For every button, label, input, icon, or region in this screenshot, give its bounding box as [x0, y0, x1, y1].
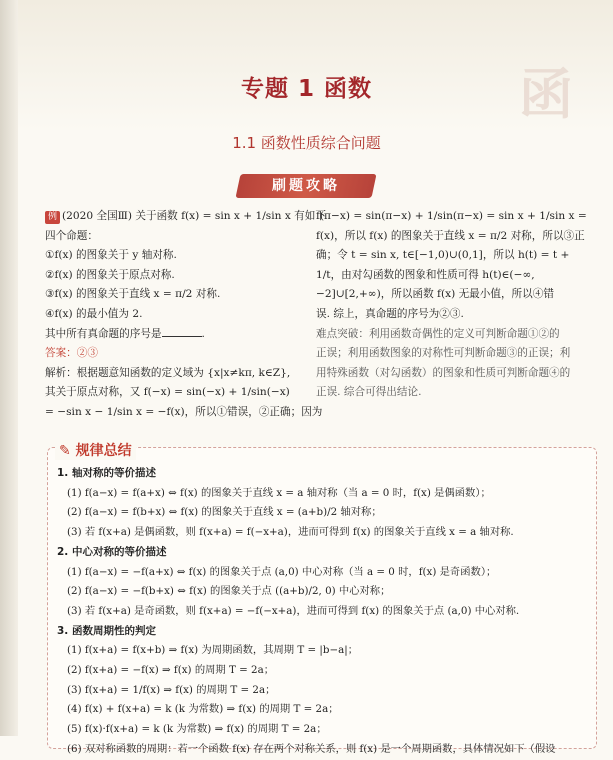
example-line: ②f(x) 的图象关于原点对称. — [45, 268, 175, 281]
pen-icon: ✎ — [59, 443, 71, 459]
chapter-title: 专题 1 函数 — [240, 76, 373, 102]
solution-line: −2]∪[2,+∞)，所以函数 f(x) 无最小值，所以④错 — [316, 288, 554, 301]
rule-item: (3) 若 f(x+a) 是偶函数，则 f(x+a) = f(−x+a)，进而可得到 f(x) 的图象关于直线 x = a 轴对称. — [67, 526, 514, 539]
rule-item: (2) f(a−x) = −f(b+x) ⇔ f(x) 的图象关于点 ((a+b)/2, 0) 中心对称； — [67, 585, 391, 598]
section-title: 1.1 函数性质综合问题 — [232, 134, 381, 152]
page-binding-edge — [0, 0, 18, 736]
example-left-column — [45, 207, 326, 423]
solution-line: = −sin x − 1/sin x = −f(x)，所以①错误，②正确；因为 — [45, 405, 323, 418]
rule-item: (3) f(x+a) = 1/f(x) ⇒ f(x) 的周期 T = 2a； — [67, 683, 276, 696]
solution-line: f(π−x) = sin(π−x) + 1/sin(π−x) = sin x + 1/sin x = — [316, 210, 587, 222]
example-line: 四个命题： — [45, 229, 98, 242]
rules-list — [57, 464, 587, 760]
example-line: ③f(x) 的图象关于直线 x = π/2 对称. — [45, 288, 221, 301]
difficulty-note: 正误. 综合可得出结论. — [316, 386, 422, 399]
solution-line: f(x)，所以 f(x) 的图象关于直线 x = π/2 对称，所以③正 — [316, 229, 585, 242]
solution-line: 1/t，由对勾函数的图象和性质可得 h(t)∈(−∞, — [316, 268, 535, 281]
difficulty-note: 用特殊函数（对勾函数）的图象和性质可判断命题④的 — [316, 366, 571, 379]
answer-line: 答案：②③ — [45, 347, 98, 360]
solution-line: 误. 综上，真命题的序号为②③. — [316, 307, 464, 320]
example-tag: 例 — [45, 211, 60, 224]
example-line: ④f(x) 的最小值为 2. — [45, 307, 143, 320]
example-line: 例 (2020 全国Ⅲ) 关于函数 f(x) = sin x + 1/sin x 有如下 — [45, 207, 307, 227]
rule-heading: 2. 中心对称的等价描述 — [57, 545, 167, 558]
rule-item: (2) f(a−x) = f(b+x) ⇔ f(x) 的图象关于直线 x = (a+b)/2 轴对称； — [67, 506, 382, 519]
banner-label: 刷题攻略 — [272, 178, 340, 194]
rules-summary-title: ✎ 规律总结 — [55, 440, 136, 460]
rule-heading: 3. 函数周期性的判定 — [57, 624, 156, 637]
difficulty-note: 正误；利用函数图象的对称性可判断命题③的正误；利 — [316, 347, 571, 360]
rule-item: (1) f(a−x) = −f(a+x) ⇔ f(x) 的图象关于点 (a,0) 中心对称（当 a = 0 时，f(x) 是奇函数）； — [67, 565, 497, 578]
rule-item: (1) f(x+a) = f(x+b) ⇒ f(x) 为周期函数，其周期 T = |b−a|； — [67, 644, 359, 657]
rule-item: (6) 双对称函数的周期：若一个函数 f(x) 存在两个对称关系，则 f(x) 是一个周期函数，具体情况如下（假设 — [67, 742, 556, 755]
rule-item: (1) f(a−x) = f(a+x) ⇔ f(x) 的图象关于直线 x = a 轴对称（当 a = 0 时，f(x) 是偶函数）； — [67, 486, 491, 499]
rule-item: (5) f(x)·f(x+a) = k (k 为常数) ⇒ f(x) 的周期 T = 2a； — [67, 723, 327, 736]
example-line: 其中所有真命题的序号是 . — [45, 325, 307, 345]
rule-heading: 1. 轴对称的等价描述 — [57, 467, 156, 479]
solution-line: 确；令 t = sin x, t∈[−1,0)∪(0,1]，所以 h(t) = t + — [316, 249, 570, 262]
decorative-seal-icon: 函 — [519, 62, 573, 126]
example-line: ①f(x) 的图象关于 y 轴对称. — [45, 249, 177, 262]
solution-line: 其关于原点对称，又 f(−x) = sin(−x) + 1/sin(−x) — [45, 386, 290, 399]
rule-item: (2) f(x+a) = −f(x) ⇒ f(x) 的周期 T = 2a； — [67, 664, 275, 677]
rule-item: (3) 若 f(x+a) 是奇函数，则 f(x+a) = −f(−x+a)，进而可得到 f(x) 的图象关于点 (a,0) 中心对称. — [67, 604, 520, 617]
example-right-column — [316, 207, 591, 403]
solution-line: 解析：根据题意知函数的定义域为 {x|x≠kπ, k∈Z}, — [45, 366, 291, 379]
difficulty-note: 难点突破：利用函数奇偶性的定义可判断命题①②的 — [316, 327, 560, 340]
answer-blank — [162, 325, 202, 337]
rule-item: (4) f(x) + f(x+a) = k (k 为常数) ⇒ f(x) 的周期 T = 2a； — [67, 703, 339, 716]
